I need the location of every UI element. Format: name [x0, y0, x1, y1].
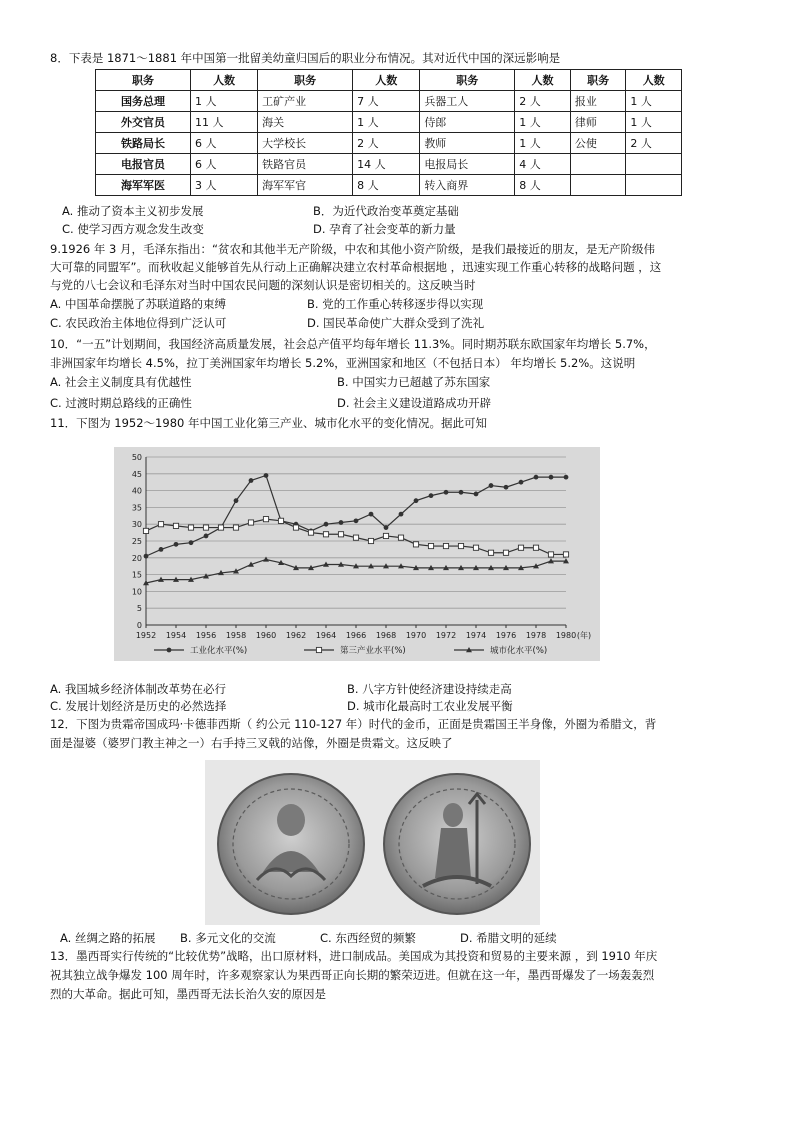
table-header-cell: 人数 — [353, 70, 420, 91]
table-cell: 1 人 — [353, 112, 420, 133]
table-cell: 公使 — [570, 133, 626, 154]
industrialization-data-point — [339, 520, 344, 525]
q11-option-c[interactable]: C. 发展计划经济是历史的必然选择 — [50, 699, 227, 713]
industrialization-data-point — [564, 475, 569, 480]
table-row — [96, 91, 682, 112]
industrialization-data-point — [174, 542, 179, 547]
industrialization-data-point — [474, 492, 479, 497]
tertiary-industry-data-point — [458, 543, 463, 548]
tertiary-industry-data-point — [278, 518, 283, 523]
y-tick-label: 20 — [131, 553, 142, 563]
industrialization-data-point — [399, 512, 404, 517]
tertiary-industry-data-point — [143, 528, 148, 533]
urbanization-series-line — [146, 559, 566, 583]
table-cell: 1 人 — [626, 91, 682, 112]
y-tick-label: 45 — [131, 469, 142, 479]
industrialization-data-point — [444, 490, 449, 495]
q9-option-b[interactable]: B. 党的工作重心转移逐步得以实现 — [307, 297, 484, 311]
industrialization-data-point — [369, 512, 374, 517]
industrialization-data-point — [234, 498, 239, 503]
table-header-cell: 人数 — [190, 70, 257, 91]
tertiary-industry-data-point — [293, 525, 298, 530]
q9-stem-line-3: 与党的八七会议和毛泽东对当时中国农民问题的深刻认识是密切相关的。这反映当时 — [50, 278, 476, 292]
table-cell: 4 人 — [515, 154, 571, 175]
y-tick-label: 50 — [131, 453, 142, 462]
y-tick-label: 40 — [131, 486, 142, 496]
tertiary-industry-data-point — [233, 525, 238, 530]
urbanization-data-point — [263, 556, 269, 561]
industrialization-data-point — [159, 547, 164, 552]
q8-option-d[interactable]: D. 孕育了社会变革的新力量 — [313, 222, 456, 236]
q10-option-c[interactable]: C. 过渡时期总路线的正确性 — [50, 396, 192, 410]
tertiary-industry-data-point — [503, 550, 508, 555]
x-tick-label: 1958 — [225, 631, 247, 640]
tertiary-industry-data-point — [203, 525, 208, 530]
q8-stem: 8．下表是 1871～1881 年中国第一批留美幼童归国后的职业分布情况。其对近代中国的深远影响是 — [50, 51, 561, 65]
q11-option-b[interactable]: B. 八字方针使经济建设持续走高 — [347, 682, 512, 696]
x-tick-label: 1978 — [525, 631, 547, 640]
tertiary-industry-data-point — [443, 543, 448, 548]
table-cell: 律师 — [570, 112, 626, 133]
industrialization-data-point — [414, 498, 419, 503]
table-cell: 2 人 — [353, 133, 420, 154]
table-cell: 海军军医 — [96, 175, 191, 196]
q13-stem-line-2: 祝其独立战争爆发 100 周年时，许多观察家认为果西哥正向长期的繁荣迈进。但就在这一年，墨西哥爆发了一场轰轰烈 — [50, 968, 655, 982]
table-cell: 2 人 — [626, 133, 682, 154]
table-cell: 6 人 — [190, 133, 257, 154]
y-tick-label: 30 — [131, 520, 142, 530]
q10-stem-line-2: 非洲国家年均增长 4.5%，拉丁美洲国家年均增长 5.2%，亚洲国家和地区（不包括日本） 年均增长 5.2%。这说明 — [50, 356, 636, 370]
table-cell: 侍郎 — [420, 112, 515, 133]
tertiary-industry-data-point — [353, 535, 358, 540]
tertiary-industry-data-point — [563, 552, 568, 557]
table-row — [96, 175, 682, 196]
table-cell: 教师 — [420, 133, 515, 154]
x-tick-label: 1964 — [315, 631, 337, 640]
x-tick-label: 1966 — [345, 631, 367, 640]
q9-option-d[interactable]: D. 国民革命使广大群众受到了洗礼 — [307, 316, 485, 330]
tertiary-industry-data-point — [473, 545, 478, 550]
q10-option-a[interactable]: A. 社会主义制度具有优越性 — [50, 375, 192, 389]
x-tick-label: 1954 — [165, 631, 187, 640]
x-axis-label: (年) — [576, 631, 592, 640]
industrialization-data-point — [249, 478, 254, 483]
x-tick-label: 1974 — [465, 631, 487, 640]
table-header-cell: 职务 — [258, 70, 353, 91]
table-header-cell: 人数 — [515, 70, 571, 91]
table-cell: 8 人 — [515, 175, 571, 196]
q8-table — [95, 69, 682, 196]
x-tick-label: 1972 — [435, 631, 457, 640]
q10-option-d[interactable]: D. 社会主义建设道路成功开辟 — [337, 396, 492, 410]
tertiary-industry-data-point — [398, 535, 403, 540]
q10-option-b[interactable]: B. 中国实力已超越了苏东国家 — [337, 375, 491, 389]
table-cell — [626, 154, 682, 175]
tertiary-industry-data-point — [428, 543, 433, 548]
x-tick-label: 1970 — [405, 631, 427, 640]
table-cell: 7 人 — [353, 91, 420, 112]
q9-option-a[interactable]: A. 中国革命摆脱了苏联道路的束缚 — [50, 297, 226, 311]
industrialization-data-point — [549, 475, 554, 480]
coin-photo — [205, 760, 540, 925]
tertiary-industry-data-point — [413, 542, 418, 547]
tertiary-industry-data-point — [308, 530, 313, 535]
y-tick-label: 10 — [131, 587, 142, 597]
tertiary-industry-data-point — [263, 517, 268, 522]
industrialization-data-point — [519, 480, 524, 485]
q10-stem-line-1: 10．“一五”计划期间，我国经济高质量发展，社会总产值平均每年增长 11.3%。同时期苏联东欧国家年均增长 5.7%， — [50, 337, 656, 351]
legend-label: 第三产业水平(%) — [340, 646, 406, 656]
tertiary-industry-data-point — [188, 525, 193, 530]
q11-option-d[interactable]: D. 城市化最高时工农业发展平衡 — [347, 699, 513, 713]
table-cell: 外交官员 — [96, 112, 191, 133]
q12-stem-line-1: 12．下图为贵霜帝国成玛·卡德菲西斯（ 约公元 110-127 年）时代的金币，正面是贵霜国王半身像，外圈为希腊文，背 — [50, 717, 657, 731]
q9-stem-line-2: 大可靠的同盟军”。而秋收起义能够首先从行动上正确解决建立农村革命根据地 ，迅速实现工作重心转移的战略问题 ，这 — [50, 260, 662, 274]
q12-option-d[interactable]: D. 希腊文明的延续 — [460, 931, 557, 945]
q12-option-c[interactable]: C. 东西经贸的频繁 — [320, 931, 416, 945]
x-tick-label: 1952 — [135, 631, 157, 640]
q8-option-b[interactable]: B．为近代政治变革奠定基础 — [313, 204, 459, 218]
tertiary-industry-data-point — [173, 523, 178, 528]
tertiary-industry-data-point — [323, 532, 328, 537]
industrialization-data-point — [324, 522, 329, 527]
x-tick-label: 1976 — [495, 631, 517, 640]
table-cell — [570, 175, 626, 196]
coin-illustration — [205, 760, 540, 925]
legend-marker — [316, 647, 321, 652]
y-tick-label: 35 — [131, 503, 142, 513]
line-chart — [114, 447, 600, 661]
y-tick-label: 25 — [131, 537, 142, 546]
industrialization-data-point — [204, 534, 209, 539]
tertiary-industry-data-point — [218, 525, 223, 530]
table-header-cell: 职务 — [420, 70, 515, 91]
table-cell: 兵器工人 — [420, 91, 515, 112]
table-cell: 工矿产业 — [258, 91, 353, 112]
x-tick-label: 1962 — [285, 631, 307, 640]
y-tick-label: 15 — [131, 570, 142, 580]
table-cell: 8 人 — [353, 175, 420, 196]
table-header-cell: 职务 — [570, 70, 626, 91]
table-cell: 14 人 — [353, 154, 420, 175]
q11-stem: 11．下图为 1952～1980 年中国工业化第三产业、城市化水平的变化情况。据此可知 — [50, 416, 487, 430]
tertiary-industry-data-point — [488, 550, 493, 555]
industrialization-data-point — [354, 518, 359, 523]
q12-option-a[interactable]: A. 丝绸之路的拓展 — [60, 931, 156, 945]
table-cell: 1 人 — [515, 112, 571, 133]
table-cell — [626, 175, 682, 196]
tertiary-industry-data-point — [518, 545, 523, 550]
table-cell: 报业 — [570, 91, 626, 112]
tertiary-industry-data-point — [248, 520, 253, 525]
x-tick-label: 1968 — [375, 631, 397, 640]
line-chart-panel — [114, 447, 600, 661]
table-header-cell: 职务 — [96, 70, 191, 91]
coin-reverse — [384, 774, 530, 914]
table-cell: 电报局长 — [420, 154, 515, 175]
tertiary-industry-data-point — [368, 538, 373, 543]
table-cell: 海关 — [258, 112, 353, 133]
table-cell: 1 人 — [515, 133, 571, 154]
table-cell: 转入商界 — [420, 175, 515, 196]
tertiary-industry-data-point — [533, 545, 538, 550]
q12-stem-line-2: 面是湿婆（婆罗门教主神之一）右手持三叉戟的站像，外圈是贵霜文。这反映了 — [50, 736, 453, 750]
table-cell: 1 人 — [626, 112, 682, 133]
table-cell: 海军军官 — [258, 175, 353, 196]
tertiary-industry-data-point — [383, 533, 388, 538]
table-cell: 1 人 — [190, 91, 257, 112]
table-cell: 11 人 — [190, 112, 257, 133]
industrialization-data-point — [144, 554, 149, 559]
y-tick-label: 0 — [136, 621, 142, 630]
y-tick-label: 5 — [136, 604, 142, 614]
q11-option-a[interactable]: A. 我国城乡经济体制改革势在必行 — [50, 682, 226, 696]
tertiary-industry-data-point — [158, 522, 163, 527]
industrialization-data-point — [429, 493, 434, 498]
industrialization-data-point — [534, 475, 539, 480]
tertiary-industry-data-point — [338, 532, 343, 537]
table-header-cell: 人数 — [626, 70, 682, 91]
x-tick-label: 1980 — [555, 631, 577, 640]
table-cell: 6 人 — [190, 154, 257, 175]
q13-stem-line-1: 13．墨西哥实行传统的“比较优势”战略，出口原材料，进口制成品。美国成为其投资和贸易的主要来源 ，到 1910 年庆 — [50, 949, 658, 963]
q13-stem-line-3: 烈的大革命。据此可知，墨西哥无法长治久安的原因是 — [50, 987, 326, 1001]
table-row — [96, 133, 682, 154]
table-cell: 2 人 — [515, 91, 571, 112]
industrialization-data-point — [489, 483, 494, 488]
legend-label: 城市化水平(%) — [490, 646, 548, 656]
tertiary-industry-data-point — [548, 552, 553, 557]
industrialization-data-point — [189, 540, 194, 545]
table-cell: 电报官员 — [96, 154, 191, 175]
legend-label: 工业化水平(%) — [190, 646, 248, 656]
industrialization-data-point — [504, 485, 509, 490]
x-tick-label: 1956 — [195, 631, 217, 640]
table-row — [96, 112, 682, 133]
table-cell — [570, 154, 626, 175]
table-cell: 大学校长 — [258, 133, 353, 154]
industrialization-data-point — [384, 525, 389, 530]
q9-option-c[interactable]: C. 农民政治主体地位得到广泛认可 — [50, 316, 227, 330]
q9-stem-line-1: 9.1926 年 3 月，毛泽东指出：“贫农和其他半无产阶级，中农和其他小资产阶级，是我们最接近的朋友，是无产阶级伟 — [50, 242, 655, 256]
coin-obverse — [218, 774, 364, 914]
q8-option-c[interactable]: C. 使学习西方观念发生改变 — [62, 222, 204, 236]
table-header-row — [96, 70, 682, 91]
table-cell: 3 人 — [190, 175, 257, 196]
industrialization-data-point — [264, 473, 269, 478]
table-cell: 国务总理 — [96, 91, 191, 112]
x-tick-label: 1960 — [255, 631, 277, 640]
q8-option-a[interactable]: A. 推动了资本主义初步发展 — [62, 204, 204, 218]
industrialization-data-point — [459, 490, 464, 495]
legend-marker — [167, 648, 172, 653]
q12-option-b[interactable]: B. 多元文化的交流 — [180, 931, 276, 945]
table-row — [96, 154, 682, 175]
table-cell: 铁路局长 — [96, 133, 191, 154]
industrialization-series-line — [146, 475, 566, 556]
table-cell: 铁路官员 — [258, 154, 353, 175]
